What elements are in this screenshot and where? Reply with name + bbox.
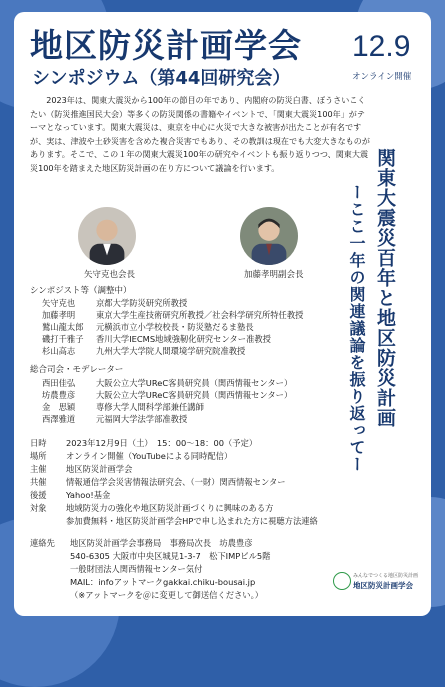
detail-label: 共催	[30, 477, 47, 487]
symposists-heading: シンポジスト等（調整中）	[30, 286, 132, 296]
symposist-name: 鷲山龍太郎	[42, 322, 84, 332]
symposist-affil: 九州大学大学院人間環境学研究院准教授	[96, 346, 246, 356]
intro-paragraph: 2023年は、関東大震災から100年の節目の年であり、内閣府の防災白書、ぼうさいこくたい（防災推進国民大会）等多くの防災関係の書籍やイベントで、「関東大震災100年」がテーマとなっています。関東大震災は、東京を中心に火災で大きな被害が出たことが有名ですが、実は、津波や土砂災害を含めた複合災害でもあり、その教訓は現在でも大変大きなものがあります。そこで、この１年の関東大震災100年の研究やイベントも振り返りつつ、関東大震災100年を踏まえた地区防災計画の在り方について議論を行います。	[30, 95, 370, 173]
vertical-title: 関東大震災百年と地区防災計画	[374, 148, 396, 428]
symposist-affil: 京都大学防災研究所教授	[96, 298, 188, 308]
contact-note: （※アットマークを＠に変更して御送信ください。）	[70, 590, 264, 600]
contact-label: 連絡先	[30, 538, 55, 548]
detail-text: 情報通信学会災害情報法研究会、（一財）関西情報センター	[66, 477, 286, 487]
page-subtitle: シンポジウム（第44回研究会）	[32, 68, 291, 89]
detail-label: 主催	[30, 464, 47, 474]
symposist-name: 杉山高志	[42, 346, 76, 356]
contact-line: 540-6305 大阪市中央区城見1-3-7 松下IMPビル5階	[70, 551, 271, 561]
moderator-affil: 大阪公立大学UReC客員研究員（関西情報センター）	[96, 378, 293, 388]
moderator-name: 坊農豊彦	[42, 390, 76, 400]
detail-text: 参加費無料・地区防災計画学会HPで申し込まれた方に視聴方法連絡	[66, 516, 318, 526]
vertical-subtitle: ーここ一年の関連議論を振り返ってー	[347, 184, 366, 473]
detail-label: 後援	[30, 490, 47, 500]
symposist-affil: 元横浜市立小学校校長・防災塾だるま塾長	[96, 322, 254, 332]
photo-caption: 加藤孝明副会長	[244, 270, 304, 280]
detail-text: オンライン開催（YouTubeによる同時配信）	[66, 451, 233, 461]
logo-tagline: みんなでつくる地区防災計画	[353, 573, 419, 579]
symposist-affil: 香川大学IECMS地域強靭化研究センター准教授	[96, 334, 271, 344]
moderator-affil: 元福岡大学法学部准教授	[96, 414, 188, 424]
detail-text: 地域防災力の強化や地区防災計画づくりに興味のある方	[66, 503, 274, 513]
online-note: オンライン開催	[352, 72, 412, 82]
society-emblem-icon	[333, 572, 351, 590]
person-portrait-icon	[78, 207, 136, 265]
detail-label: 場所	[30, 451, 47, 461]
moderator-affil: 専修大学人間科学部兼任講師	[96, 402, 204, 412]
detail-text: Yahoo!基金	[66, 490, 111, 500]
symposist-affil: 東京大学生産技術研究所教授／社会科学研究所特任教授	[96, 310, 304, 320]
moderator-name: 西田佳弘	[42, 378, 76, 388]
logo-name: 地区防災計画学会	[353, 581, 413, 590]
symposist-name: 矢守克也	[42, 298, 76, 308]
detail-label: 日時	[30, 438, 47, 448]
event-date-big: 12.9	[352, 30, 411, 63]
moderator-name: 西澤雅道	[42, 414, 76, 424]
moderators-heading: 総合司会・モデレーター	[30, 365, 124, 375]
page-title: 地区防災計画学会	[30, 26, 302, 65]
person-portrait-icon	[240, 207, 298, 265]
contact-line: 一般財団法人関西情報センター気付	[70, 564, 203, 574]
symposist-name: 加藤孝明	[42, 310, 76, 320]
contact-line: 地区防災計画学会事務局 事務局次長 坊農豊彦	[70, 538, 253, 548]
detail-text: 地区防災計画学会	[66, 464, 133, 474]
moderator-name: 金 思穎	[42, 402, 76, 412]
photo-caption: 矢守克也会長	[84, 270, 136, 280]
symposist-name: 磯打千雅子	[42, 334, 84, 344]
detail-text: 2023年12月9日（土） 15：00～18：00（予定）	[66, 438, 258, 448]
detail-label: 対象	[30, 503, 47, 513]
contact-email: MAIL：infoアットマークgakkai.chiku-bousai.jp	[70, 577, 256, 587]
moderator-affil: 大阪公立大学UReC客員研究員（関西情報センター）	[96, 390, 293, 400]
